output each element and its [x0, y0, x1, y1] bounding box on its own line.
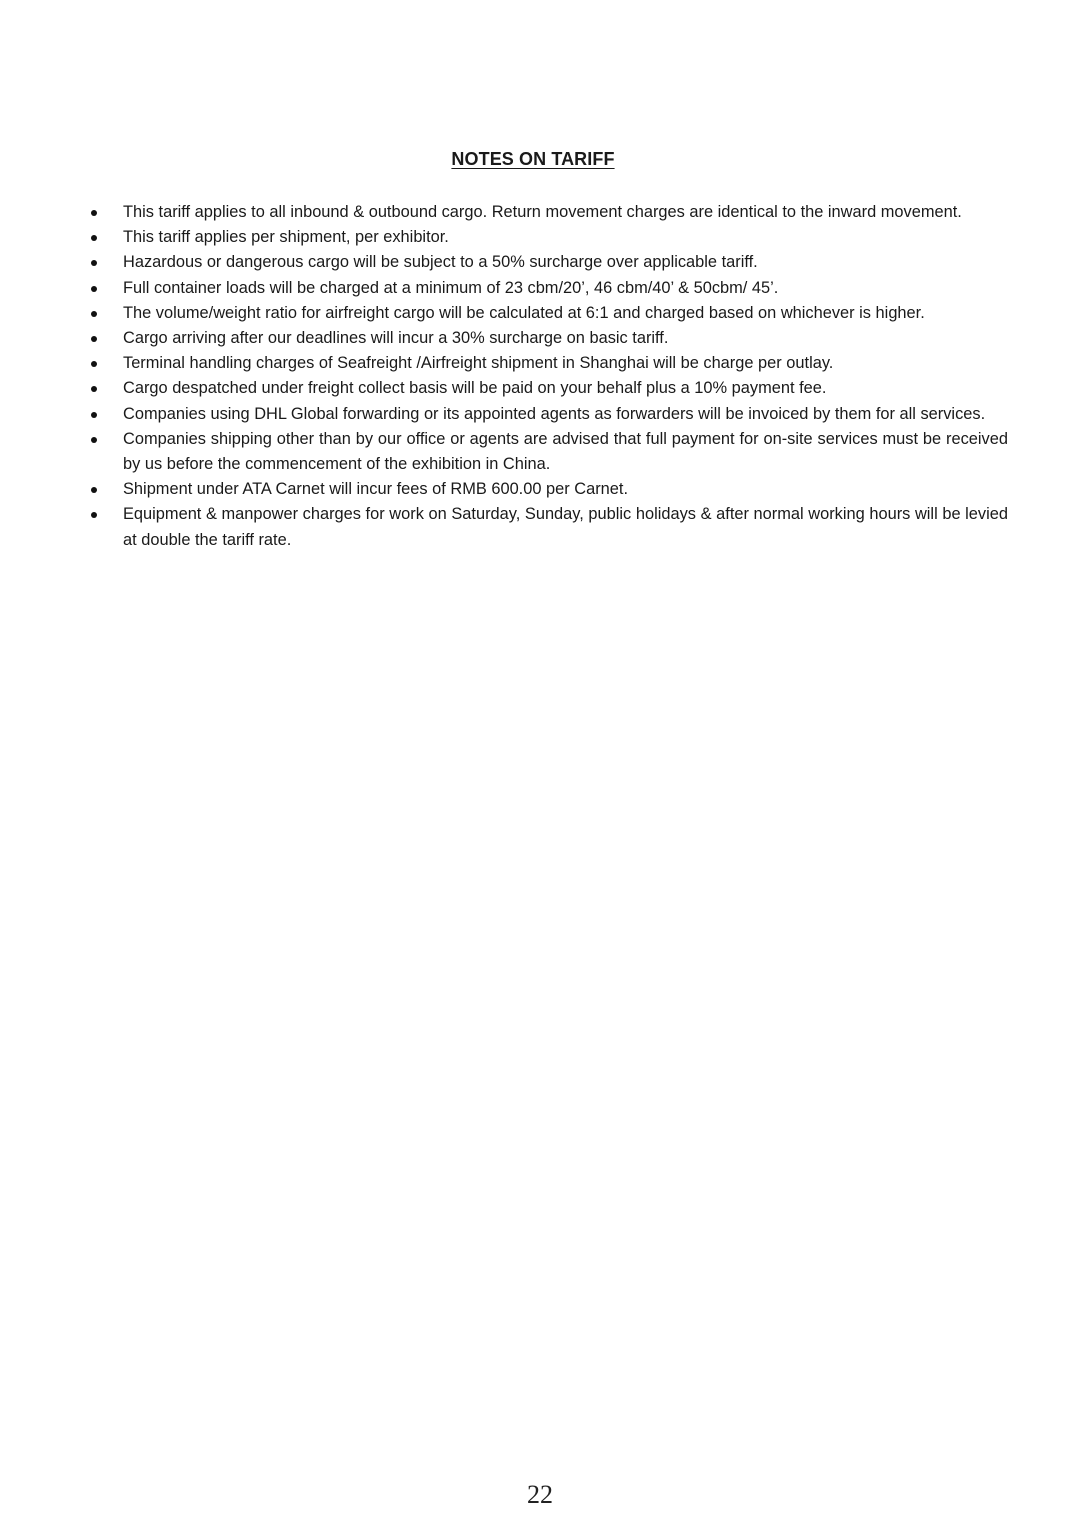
bullet-icon [91, 286, 97, 292]
bullet-icon [91, 260, 97, 266]
note-text: Full container loads will be charged at a minimum of 23 cbm/20’, 46 cbm/40’ & 50cbm/ 45’. [123, 278, 779, 297]
bullet-icon [91, 437, 97, 443]
bullet-icon [91, 311, 97, 317]
list-item [88, 427, 1008, 477]
list-item [88, 376, 1008, 401]
note-text: Terminal handling charges of Seafreight /Airfreight shipment in Shanghai will be charge per outlay. [123, 354, 834, 373]
list-item [88, 225, 1008, 250]
note-text: Shipment under ATA Carnet will incur fees of RMB 600.00 per Carnet. [123, 480, 629, 499]
note-text: This tariff applies to all inbound & outbound cargo. Return movement charges are identical to the inward movement. [123, 203, 962, 221]
bullet-icon [91, 336, 97, 342]
note-text: Cargo arriving after our deadlines will incur a 30% surcharge on basic tariff. [123, 329, 669, 348]
list-item [88, 477, 1008, 502]
note-text: Companies using DHL Global forwarding or its appointed agents as forwarders will be invoiced by them for all services. [123, 404, 986, 423]
note-text: Equipment & manpower charges for work on Saturday, Sunday, public holidays & after normal working hours will be levied at double the tariff rate. [123, 505, 1008, 549]
list-item [88, 301, 1008, 326]
bullet-icon [91, 386, 97, 392]
note-text: This tariff applies per shipment, per exhibitor. [123, 228, 449, 247]
list-item [88, 502, 1008, 552]
note-text: The volume/weight ratio for airfreight cargo will be calculated at 6:1 and charged based on whichever is higher. [123, 303, 925, 322]
page-title: NOTES ON TARIFF [451, 149, 615, 169]
bullet-icon [91, 210, 97, 216]
bullet-icon [91, 235, 97, 241]
list-item [88, 200, 1008, 225]
note-text: Cargo despatched under freight collect basis will be paid on your behalf plus a 10% payment fee. [123, 379, 827, 398]
bullet-icon [91, 412, 97, 418]
list-item [88, 326, 1008, 351]
list-item [88, 250, 1008, 275]
bullet-icon [91, 361, 97, 367]
list-item [88, 276, 1008, 301]
bullet-icon [91, 487, 97, 493]
bullet-icon [91, 512, 97, 518]
list-item [88, 402, 1008, 427]
page-number: 22 [527, 1480, 553, 1509]
tariff-notes-list [88, 200, 1008, 553]
note-text: Hazardous or dangerous cargo will be subject to a 50% surcharge over applicable tariff. [123, 253, 758, 272]
list-item [88, 351, 1008, 376]
note-text: Companies shipping other than by our office or agents are advised that full payment for on-site services must be received by us before the commencement of the exhibition in China. [123, 429, 1008, 474]
